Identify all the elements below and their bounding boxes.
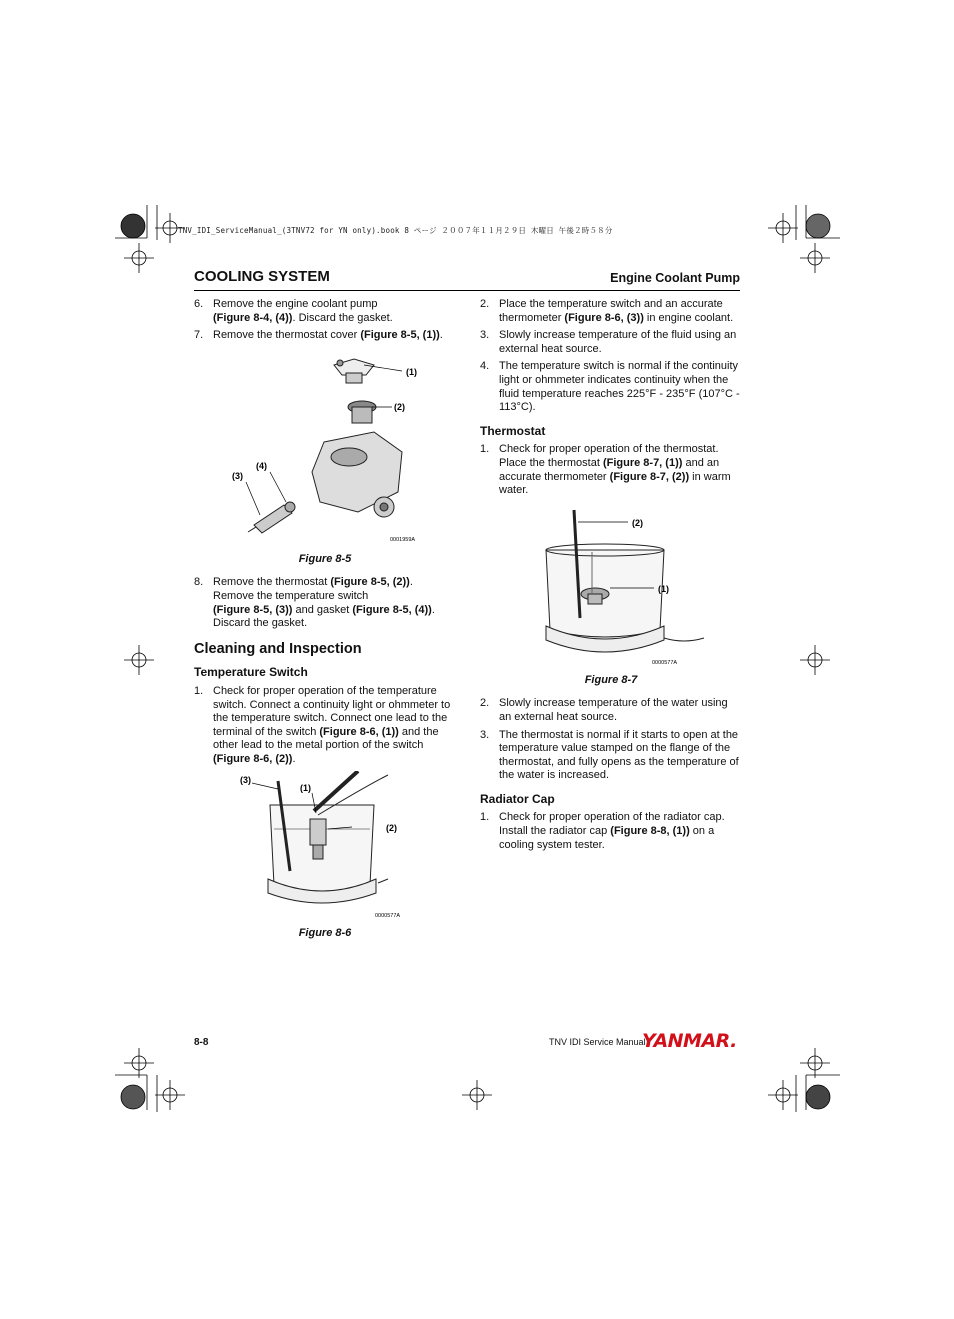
cleaning-inspection-heading: Cleaning and Inspection [194, 640, 362, 657]
callout-4: (4) [256, 460, 267, 471]
step-number: 2. [480, 298, 490, 310]
thermostat-test-illustration [480, 502, 742, 668]
temperature-switch-heading: Temperature Switch [194, 665, 308, 680]
step-text: Slowly increase temperature of the water using an external heat source. [499, 697, 728, 723]
step-number: 8. [194, 576, 204, 589]
step-text: Slowly increase temperature of the fluid using an external heat source. [499, 329, 737, 355]
figure-code: 0000577A [375, 912, 401, 919]
step-number: 3. [480, 329, 490, 342]
callout-2: (2) [632, 517, 643, 528]
step-7 [194, 329, 456, 343]
step-text: and gasket [292, 603, 353, 616]
figure-reference: (Figure 8-5, (1)) [360, 329, 440, 342]
page-number: 8-8 [194, 1037, 209, 1048]
figure-reference: (Figure 8-7, (2)) [609, 470, 690, 483]
figure-reference: (Figure 8-5, (3)) [213, 603, 293, 616]
step-text: Remove the thermostat cover [213, 329, 361, 342]
callout-2: (2) [394, 401, 405, 412]
step-text: The temperature switch is normal if the continuity light or ohmmeter indicates continuity when the fluid temperature reaches 225°F - 235°F (107°C - 113°C). [499, 360, 740, 414]
step-text: in warm water. [499, 470, 731, 497]
figure-reference: (Figure 8-4, (4)) [213, 311, 293, 324]
coolant-pump-illustration [194, 347, 456, 547]
header-rule [194, 290, 740, 291]
step-number: 4. [480, 360, 490, 373]
step-number: 6. [194, 298, 204, 310]
callout-1: (1) [406, 366, 417, 377]
step-text: and an accurate thermometer [499, 456, 720, 483]
step-text: Place the temperature switch and an accurate thermometer [499, 298, 723, 324]
radiator-cap-heading: Radiator Cap [480, 791, 555, 806]
figure-code: 0001959A [390, 536, 416, 543]
th-step-3 [480, 729, 742, 783]
step-text: . Remove the temperature switch [213, 576, 413, 602]
ts-step-1 [194, 685, 456, 767]
figure-reference: (Figure 8-6, (3)) [564, 311, 644, 324]
step-text: Check for proper operation of the thermostat. Place the thermostat [499, 443, 719, 469]
figure-reference: (Figure 8-7, (1)) [602, 456, 683, 469]
rc-step-1 [480, 811, 742, 852]
figure-code: 0000577A [652, 659, 678, 666]
step-text: . Discard the gasket. [213, 603, 435, 630]
th-step-1 [480, 443, 742, 497]
figure-reference: (Figure 8-5, (2)) [330, 576, 410, 589]
figure-reference: (Figure 8-5, (4)) [352, 603, 432, 616]
step-text: Check for proper operation of the temperature switch. Connect a continuity light or ohmmeter to the temperature switch. Connect one lead to the terminal of the switch [213, 684, 451, 738]
figure-reference: (Figure 8-6, (1)) [319, 725, 399, 738]
step-text: Remove the engine coolant pump [213, 298, 378, 310]
callout-2: (2) [386, 822, 397, 833]
callout-3: (3) [240, 774, 251, 785]
ts-step-2 [480, 298, 742, 325]
figure-caption: Figure 8-7 [584, 673, 638, 686]
print-stamp: TNV_IDI_ServiceManual_(3TNV72 for YN only).book 8 ページ ２００７年１１月２９日 木曜日 午後２時５８分 [178, 226, 613, 235]
section-title: COOLING SYSTEM [194, 268, 330, 285]
figure-8-6 [194, 771, 456, 941]
step-text: Check for proper operation of the radiator cap. Install the radiator cap [499, 811, 725, 838]
figure-8-5 [194, 347, 456, 567]
th-step-2 [480, 697, 742, 724]
callout-1: (1) [300, 782, 311, 793]
callout-3: (3) [232, 470, 243, 481]
topic-title: Engine Coolant Pump [610, 271, 740, 285]
step-text: Remove the thermostat [213, 576, 331, 589]
thermostat-heading: Thermostat [480, 423, 546, 438]
step-8 [194, 576, 456, 630]
step-number: 2. [480, 697, 490, 710]
step-text: . [439, 329, 443, 342]
right-column [480, 298, 742, 856]
temperature-switch-test-illustration [194, 771, 456, 921]
step-number: 3. [480, 728, 490, 741]
callout-1: (1) [658, 583, 669, 594]
step-text: in engine coolant. [643, 311, 734, 324]
figure-8-7 [480, 502, 742, 688]
ts-step-3 [480, 329, 742, 356]
step-text: . [292, 752, 296, 765]
step-text: on a cooling system tester. [499, 825, 715, 851]
step-number: 7. [194, 329, 204, 342]
step-text: The thermostat is normal if it starts to open at the temperature value stamped on the flange of the thermostat, and fully opens as the temperature of the water is increased. [499, 728, 739, 782]
step-text: . Discard the gasket. [292, 311, 393, 324]
ts-step-4 [480, 360, 742, 414]
figure-caption: Figure 8-5 [298, 552, 352, 565]
step-text: and the other lead to the metal portion of the switch [213, 725, 439, 752]
step-number: 1. [480, 443, 490, 456]
left-column [194, 298, 456, 950]
step-6 [194, 298, 456, 325]
figure-reference: (Figure 8-6, (2)) [213, 752, 293, 765]
yanmar-logo: YANMAR. [642, 1030, 737, 1052]
manual-title: TNV IDI Service Manual [549, 1037, 646, 1047]
step-number: 1. [480, 811, 490, 824]
figure-reference: (Figure 8-8, (1)) [610, 825, 690, 838]
step-number: 1. [194, 684, 204, 697]
figure-caption: Figure 8-6 [298, 926, 352, 939]
